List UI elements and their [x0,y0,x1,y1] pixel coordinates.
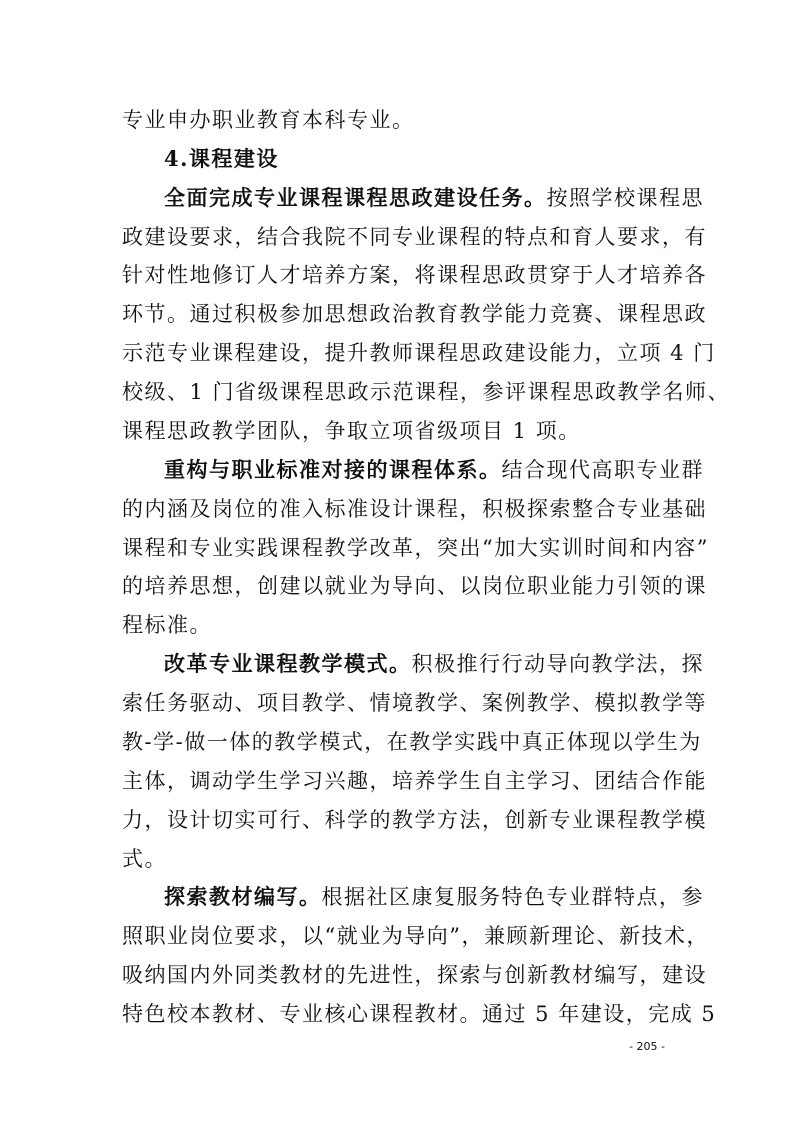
text-line [122,495,707,523]
line-text: 照职业岗位要求，以“就业为导向”，兼顾新理论、新技术， [122,924,709,949]
text-line [122,845,682,873]
line-text: 课程思政教学团队，争取立项省级项目 1 项。 [122,418,581,443]
text-line [122,300,707,328]
paragraph-2-lead: 重构与职业标准对接的课程体系。 [164,456,502,482]
line-text: 吸纳国内外同类教材的先进性，探索与创新教材编写，建设 [122,963,707,988]
line-text: 力，设计切实可行、科学的教学方法，创新专业课程教学模 [122,807,707,832]
text-line [122,261,707,289]
line-text: 根据社区康复服务特色专业群特点，参 [321,885,704,910]
line-text: 索任务驱动、项目教学、情境教学、案例教学、模拟教学等 [122,691,707,716]
text-line [122,1000,717,1028]
line-text: 环节。通过积极参加思想政治教育教学能力竞赛、课程思政 [122,302,707,327]
paragraph-2-first-line [164,456,724,484]
text-line [122,339,716,367]
paragraph-4-first-line [164,883,724,911]
line-text: 程标准。 [122,613,212,638]
text-line [122,534,709,562]
line-text: 结合现代高职专业群 [501,457,704,482]
line-text: 特色校本教材、专业核心课程教材。通过 5 年建设，完成 5 [122,1002,717,1026]
line-text: 按照学校课程思 [546,185,704,210]
text-line [122,922,709,950]
line-text: 教-学-做一体的教学模式，在教学实践中真正体现以学生为 [122,729,702,754]
section-heading [164,145,724,173]
text-line [122,611,682,639]
text-line [122,106,682,134]
text-line [122,689,707,717]
line-text: 专业申办职业教育本科专业。 [122,108,415,132]
line-text: 政建设要求，结合我院不同专业课程的特点和育人要求，有 [122,224,707,249]
line-text: 的内涵及岗位的准入标准设计课程，积极探索整合专业基础 [122,496,707,521]
page-number: - 205 - [629,1040,665,1053]
text-line [122,806,707,834]
paragraph-4-lead: 探索教材编写。 [164,884,322,910]
text-line [122,572,707,600]
line-text: 课程和专业实践课程教学改革，突出“加大实训时间和内容” [122,535,709,560]
text-line [122,767,707,795]
line-text: 主体，调动学生学习兴趣，培养学生自主学习、团结合作能 [122,768,707,793]
paragraph-1-lead: 全面完成专业课程课程思政建设任务。 [164,184,547,210]
paragraph-1-first-line [164,184,724,212]
text-line [122,728,702,756]
line-text: 积极推行行动导向教学法，探 [411,652,704,677]
line-text: 校级、1 门省级课程思政示范课程，参评课程思政教学名师、 [122,380,731,405]
text-line [122,961,707,989]
paragraph-3-lead: 改革专业课程教学模式。 [164,651,412,677]
text-line [122,417,682,445]
line-text: 针对性地修订人才培养方案，将课程思政贯穿于人才培养各 [122,263,707,288]
section-heading-text: 4.课程建设 [164,145,279,171]
line-text: 的培养思想，创建以就业为导向、以岗位职业能力引领的课 [122,574,707,599]
text-line [122,378,731,406]
line-text: 式。 [122,846,167,871]
text-line [122,223,707,251]
line-text: 示范专业课程建设，提升教师课程思政建设能力，立项 4 门 [122,341,716,366]
paragraph-3-first-line [164,650,724,678]
